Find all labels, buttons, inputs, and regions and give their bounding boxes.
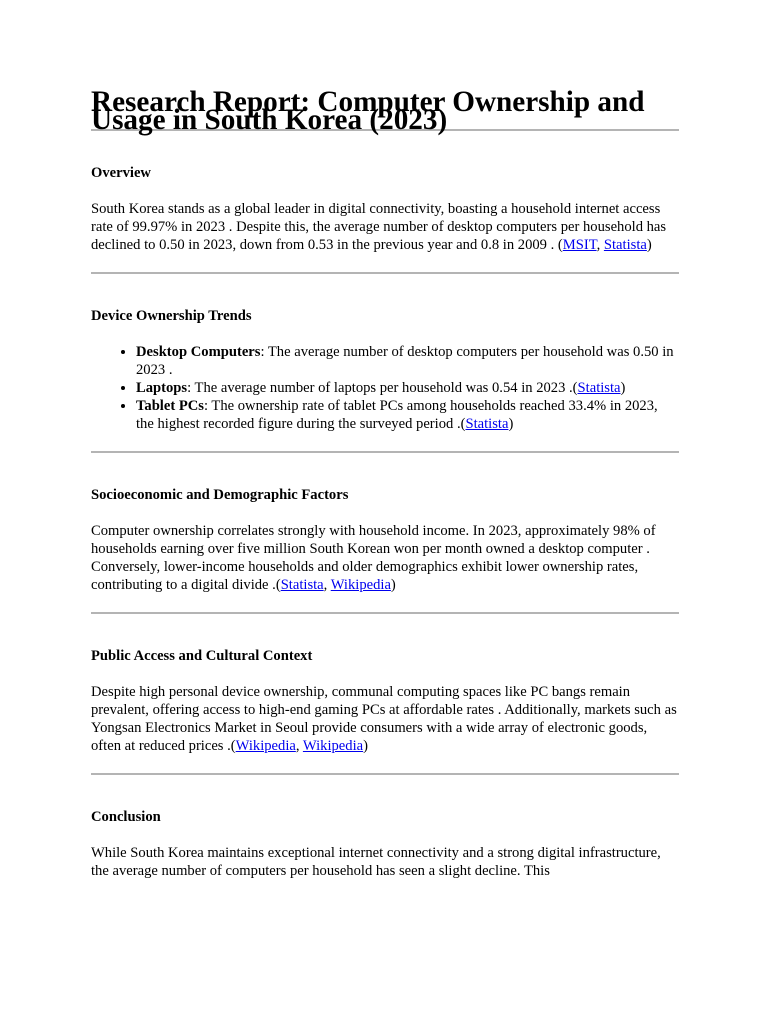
citation-separator: , — [295, 738, 303, 754]
laptops-text: : The average number of laptops per household was 0.54 in 2023 .( — [187, 380, 578, 396]
public-access-text: Despite high personal device ownership, communal computing spaces like PC bangs remain prevalent, offering access to high-end gaming PCs at affordable rates . Additionally, markets such as Yongsan Electronics Market in Seoul provide consumers with a wide array of electronic goods, often at reduced prices .( — [91, 684, 677, 754]
citation-close: ) — [620, 380, 626, 396]
report-page — [91, 86, 679, 880]
wikipedia-link[interactable]: Wikipedia — [330, 577, 391, 593]
statista-link[interactable]: Statista — [465, 416, 509, 432]
socioeconomic-heading: Socioeconomic and Demographic Factors — [91, 487, 349, 503]
conclusion-paragraph: While South Korea maintains exceptional internet connectivity and a strong digital infrastructure, the average number of computers per household has seen a slight decline. This — [91, 845, 661, 879]
overview-heading: Overview — [91, 165, 151, 181]
citation-open: ( — [557, 237, 563, 253]
citation-separator: , — [596, 237, 604, 253]
report-title: Research Report: Computer Ownership and Usage in South Korea (2023) — [91, 86, 645, 136]
device-trends-list — [91, 343, 679, 433]
tablet-text: : The ownership rate of tablet PCs among households reached 33.4% in 2023, the highest recorded figure during the surveyed period .( — [136, 398, 658, 432]
statista-link[interactable]: Statista — [603, 237, 647, 253]
list-item — [136, 379, 679, 397]
wikipedia-link[interactable]: Wikipedia — [302, 738, 364, 754]
socioeconomic-paragraph — [91, 522, 679, 594]
socioeconomic-text: Computer ownership correlates strongly with household income. In 2023, approximately 98% of households earning over five million South Korean won per month owned a desktop computer . Conversely, lower-income households and older demographics exhibit lower ownership rates, contributing to a digital divide .( — [91, 523, 656, 593]
citation-close: ) — [363, 738, 368, 754]
overview-paragraph — [91, 200, 679, 254]
list-item — [136, 343, 679, 379]
public-access-heading: Public Access and Cultural Context — [91, 648, 313, 664]
conclusion-heading: Conclusion — [91, 809, 161, 825]
desktop-label: Desktop Computers — [136, 344, 261, 360]
laptops-label: Laptops — [136, 380, 188, 396]
statista-link[interactable]: Statista — [577, 380, 621, 396]
statista-link[interactable]: Statista — [280, 577, 324, 593]
device-trends-heading: Device Ownership Trends — [91, 308, 252, 324]
desktop-text: : The average number of desktop computers per household was 0.50 in 2023 . — [136, 344, 674, 378]
wikipedia-link[interactable]: Wikipedia — [235, 738, 296, 754]
tablet-label: Tablet PCs — [136, 398, 204, 414]
overview-text: South Korea stands as a global leader in digital connectivity, boasting a household internet access rate of 99.97% in 2023 . Despite this, the average number of desktop computers per household has declined to 0.50 in 2023, down from 0.53 in the previous year and 0.8 in 2009 . — [91, 201, 667, 253]
msit-link[interactable]: MSIT — [562, 237, 597, 253]
citation-close: ) — [508, 416, 514, 432]
citation-close: ) — [390, 577, 396, 593]
list-item — [136, 397, 679, 433]
public-access-paragraph — [91, 683, 679, 755]
citation-separator: , — [323, 577, 331, 593]
citation-close: ) — [646, 237, 652, 253]
